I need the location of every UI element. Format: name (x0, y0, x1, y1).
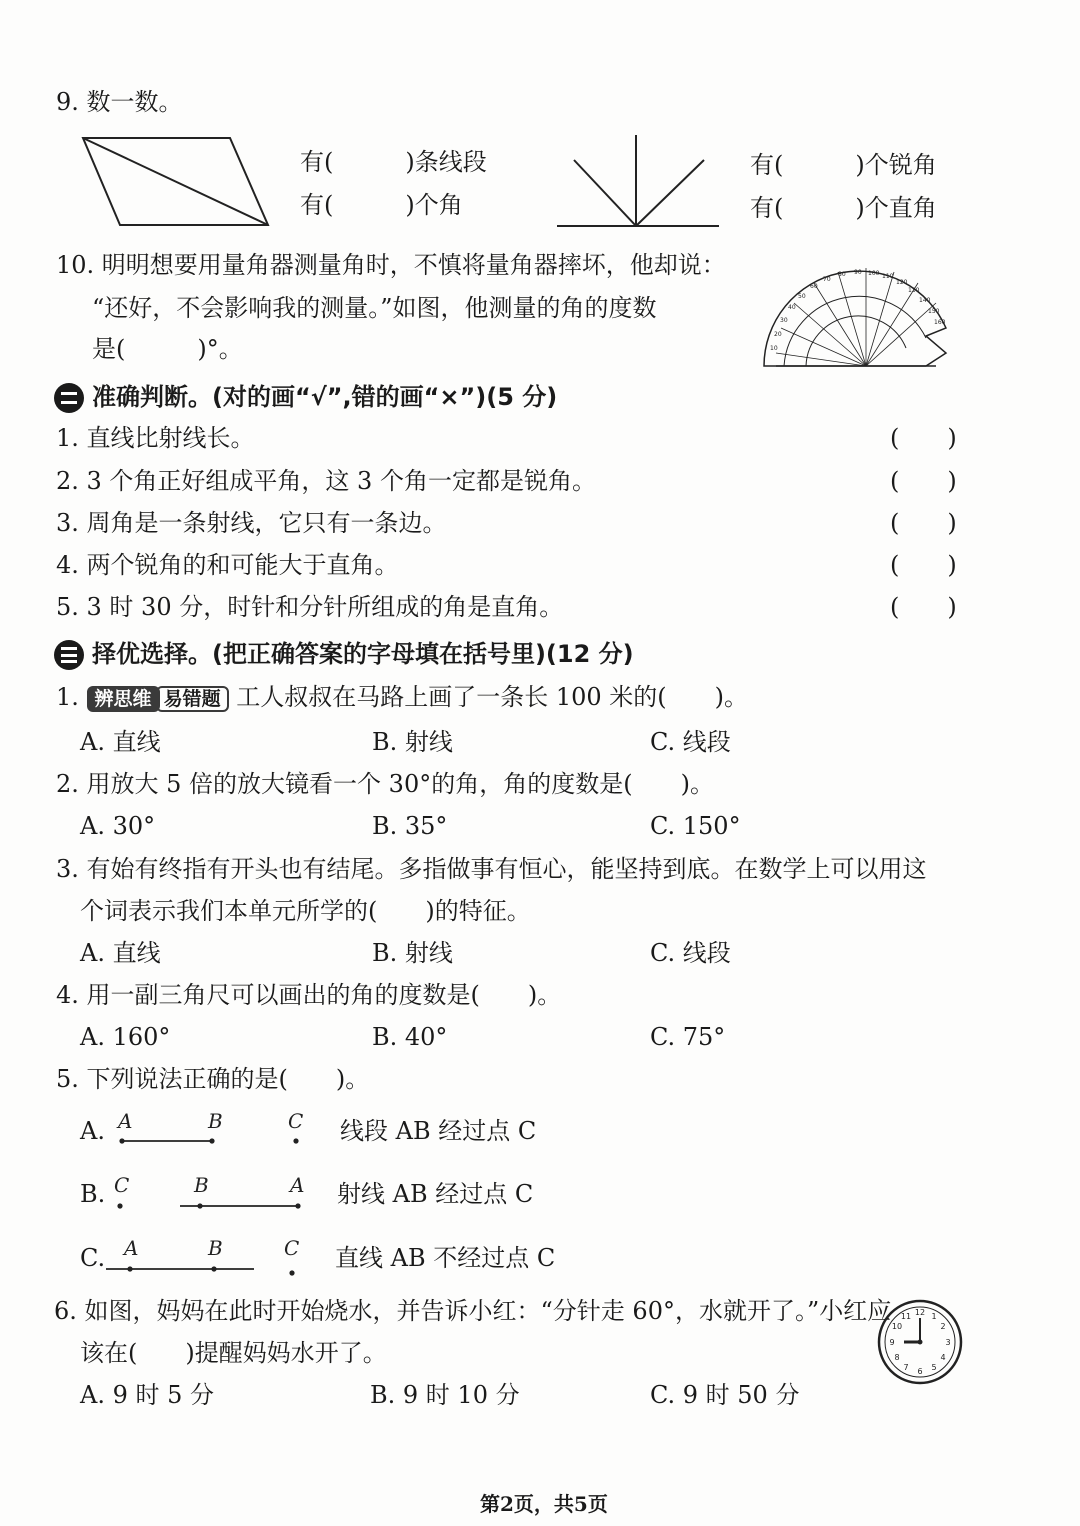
clock-figure (876, 1298, 964, 1386)
protractor-label: 140 (919, 297, 931, 304)
q9-right-line1: 有( )个锐角 (750, 151, 937, 179)
protractor-label: 70 (823, 276, 831, 283)
q5-option-b-letter[interactable]: B. (80, 1180, 106, 1208)
choice-q2: 2. 用放大 5 倍的放大镜看一个 30°的角，角的度数是( )。 (56, 770, 714, 798)
choice-q3-line2: 个词表示我们本单元所学的( )的特征。 (80, 897, 531, 925)
q5-option-c-figure (104, 1235, 304, 1277)
q5-option-c-desc: 直线 AB 不经过点 C (335, 1244, 556, 1272)
answer-bracket[interactable]: ( ) (890, 509, 957, 537)
clock-number: 7 (903, 1363, 909, 1372)
clock-number: 5 (931, 1363, 937, 1372)
protractor-label: 130 (908, 287, 920, 294)
point-label-a: A (124, 1236, 139, 1260)
protractor-label: 50 (798, 293, 806, 300)
q4-option-b[interactable]: B. 40° (372, 1023, 448, 1051)
answer-bracket[interactable]: ( ) (890, 551, 957, 579)
section3-heading (54, 634, 634, 670)
q3-option-b[interactable]: B. 射线 (372, 939, 453, 967)
q4-option-a[interactable]: A. 160° (80, 1023, 171, 1051)
q5-option-b-figure (108, 1172, 308, 1214)
q6-option-b[interactable]: B. 9 时 10 分 (370, 1381, 520, 1409)
choice-q5: 5. 下列说法正确的是( )。 (56, 1065, 370, 1093)
section-three-icon (54, 640, 84, 670)
clock-number: 2 (940, 1322, 946, 1331)
q10-line2: “还好，不会影响我的测量。”如图，他测量的角的度数 (92, 294, 657, 322)
choice-q6-line2: 该在( )提醒妈妈水开了。 (80, 1339, 387, 1367)
clock-number: 6 (917, 1367, 923, 1376)
q5-option-a-desc: 线段 AB 经过点 C (340, 1117, 537, 1145)
protractor-label: 110 (882, 273, 894, 280)
broken-protractor-figure (756, 258, 956, 373)
q1-option-c[interactable]: C. 线段 (650, 728, 731, 756)
q1-option-a[interactable]: A. 直线 (80, 728, 161, 756)
protractor-label: 60 (810, 283, 818, 290)
q10-line1: 10. 明明想要用量角器测量角时，不慎将量角器摔坏，他却说： (56, 251, 726, 279)
judge-item-4: 4. 两个锐角的和可能大于直角。 (56, 551, 399, 579)
answer-bracket[interactable]: ( ) (890, 424, 957, 452)
judge-item-3: 3. 周角是一条射线，它只有一条边。 (56, 509, 447, 537)
q5-option-a-letter[interactable]: A. (80, 1117, 105, 1145)
point-label-b: B (194, 1173, 209, 1197)
point-label-a: A (290, 1173, 305, 1197)
protractor-label: 120 (896, 279, 908, 286)
q9-right-line2: 有( )个直角 (750, 194, 937, 222)
q9-title: 9. 数一数。 (56, 88, 183, 116)
protractor-label: 80 (838, 271, 846, 278)
answer-bracket[interactable]: ( ) (890, 593, 957, 621)
clock-number: 9 (889, 1338, 895, 1347)
choice-q6-line1: 6. 如图，妈妈在此时开始烧水，并告诉小红：“分针走 60°，水就开了。”小红应 (54, 1297, 892, 1325)
q9-left-line2: 有( )个角 (300, 191, 463, 219)
q1-option-b[interactable]: B. 射线 (372, 728, 453, 756)
clock-number: 12 (914, 1308, 926, 1317)
judge-item-1: 1. 直线比射线长。 (56, 424, 255, 452)
protractor-label: 90 (854, 269, 862, 276)
protractor-label: 160 (934, 319, 946, 326)
parallelogram-figure (80, 135, 275, 230)
page-number: 第2页，共5页 (480, 1492, 608, 1516)
point-label-a: A (118, 1109, 133, 1133)
clock-number: 8 (894, 1353, 900, 1362)
q2-option-b[interactable]: B. 35° (372, 812, 448, 840)
q2-option-a[interactable]: A. 30° (80, 812, 156, 840)
q1-text: 工人叔叔在马路上画了一条长 100 米的( )。 (236, 683, 749, 711)
clock-number: 10 (891, 1322, 903, 1331)
q1-number: 1. (56, 683, 79, 711)
choice-q1 (56, 682, 748, 712)
q5-option-c-letter[interactable]: C. (80, 1244, 106, 1272)
protractor-label: 150 (928, 308, 940, 315)
protractor-label: 30 (780, 317, 788, 324)
point-label-c: C (114, 1173, 130, 1197)
point-label-b: B (208, 1236, 223, 1260)
judge-item-2: 2. 3 个角正好组成平角，这 3 个角一定都是锐角。 (56, 467, 596, 495)
q3-option-a[interactable]: A. 直线 (80, 939, 161, 967)
q4-option-c[interactable]: C. 75° (650, 1023, 726, 1051)
answer-bracket[interactable]: ( ) (890, 467, 957, 495)
protractor-label: 100 (868, 270, 880, 277)
q5-option-b-desc: 射线 AB 经过点 C (337, 1180, 534, 1208)
protractor-label: 10 (770, 345, 778, 352)
q5-option-a-figure (112, 1108, 312, 1150)
clock-number: 3 (945, 1338, 951, 1347)
point-label-c: C (288, 1109, 304, 1133)
choice-q4: 4. 用一副三角尺可以画出的角的度数是( )。 (56, 981, 562, 1009)
thinking-badge: 辨思维 (87, 686, 160, 712)
q2-option-c[interactable]: C. 150° (650, 812, 741, 840)
point-label-c: C (284, 1236, 300, 1260)
section2-title: 准确判断。(对的画“√”,错的画“×”)(5 分) (92, 383, 558, 411)
angles-figure (552, 130, 724, 230)
section3-title: 择优选择。(把正确答案的字母填在括号里)(12 分) (92, 640, 634, 668)
choice-q3-line1: 3. 有始有终指有开头也有结尾。多指做事有恒心，能坚持到底。在数学上可以用这 (56, 855, 927, 883)
clock-number: 1 (931, 1312, 937, 1321)
q6-option-c[interactable]: C. 9 时 50 分 (650, 1381, 800, 1409)
section2-heading (54, 377, 557, 413)
q9-left-line1: 有( )条线段 (300, 148, 487, 176)
q6-option-a[interactable]: A. 9 时 5 分 (80, 1381, 215, 1409)
point-label-b: B (208, 1109, 223, 1133)
q10-line3: 是( )°。 (92, 335, 243, 363)
error-prone-badge: 易错题 (156, 686, 229, 712)
clock-number: 4 (940, 1353, 946, 1362)
section-two-icon (54, 383, 84, 413)
protractor-label: 40 (788, 304, 796, 311)
judge-item-5: 5. 3 时 30 分，时针和分针所组成的角是直角。 (56, 593, 564, 621)
clock-number: 11 (900, 1312, 912, 1321)
q3-option-c[interactable]: C. 线段 (650, 939, 731, 967)
protractor-label: 20 (774, 331, 782, 338)
